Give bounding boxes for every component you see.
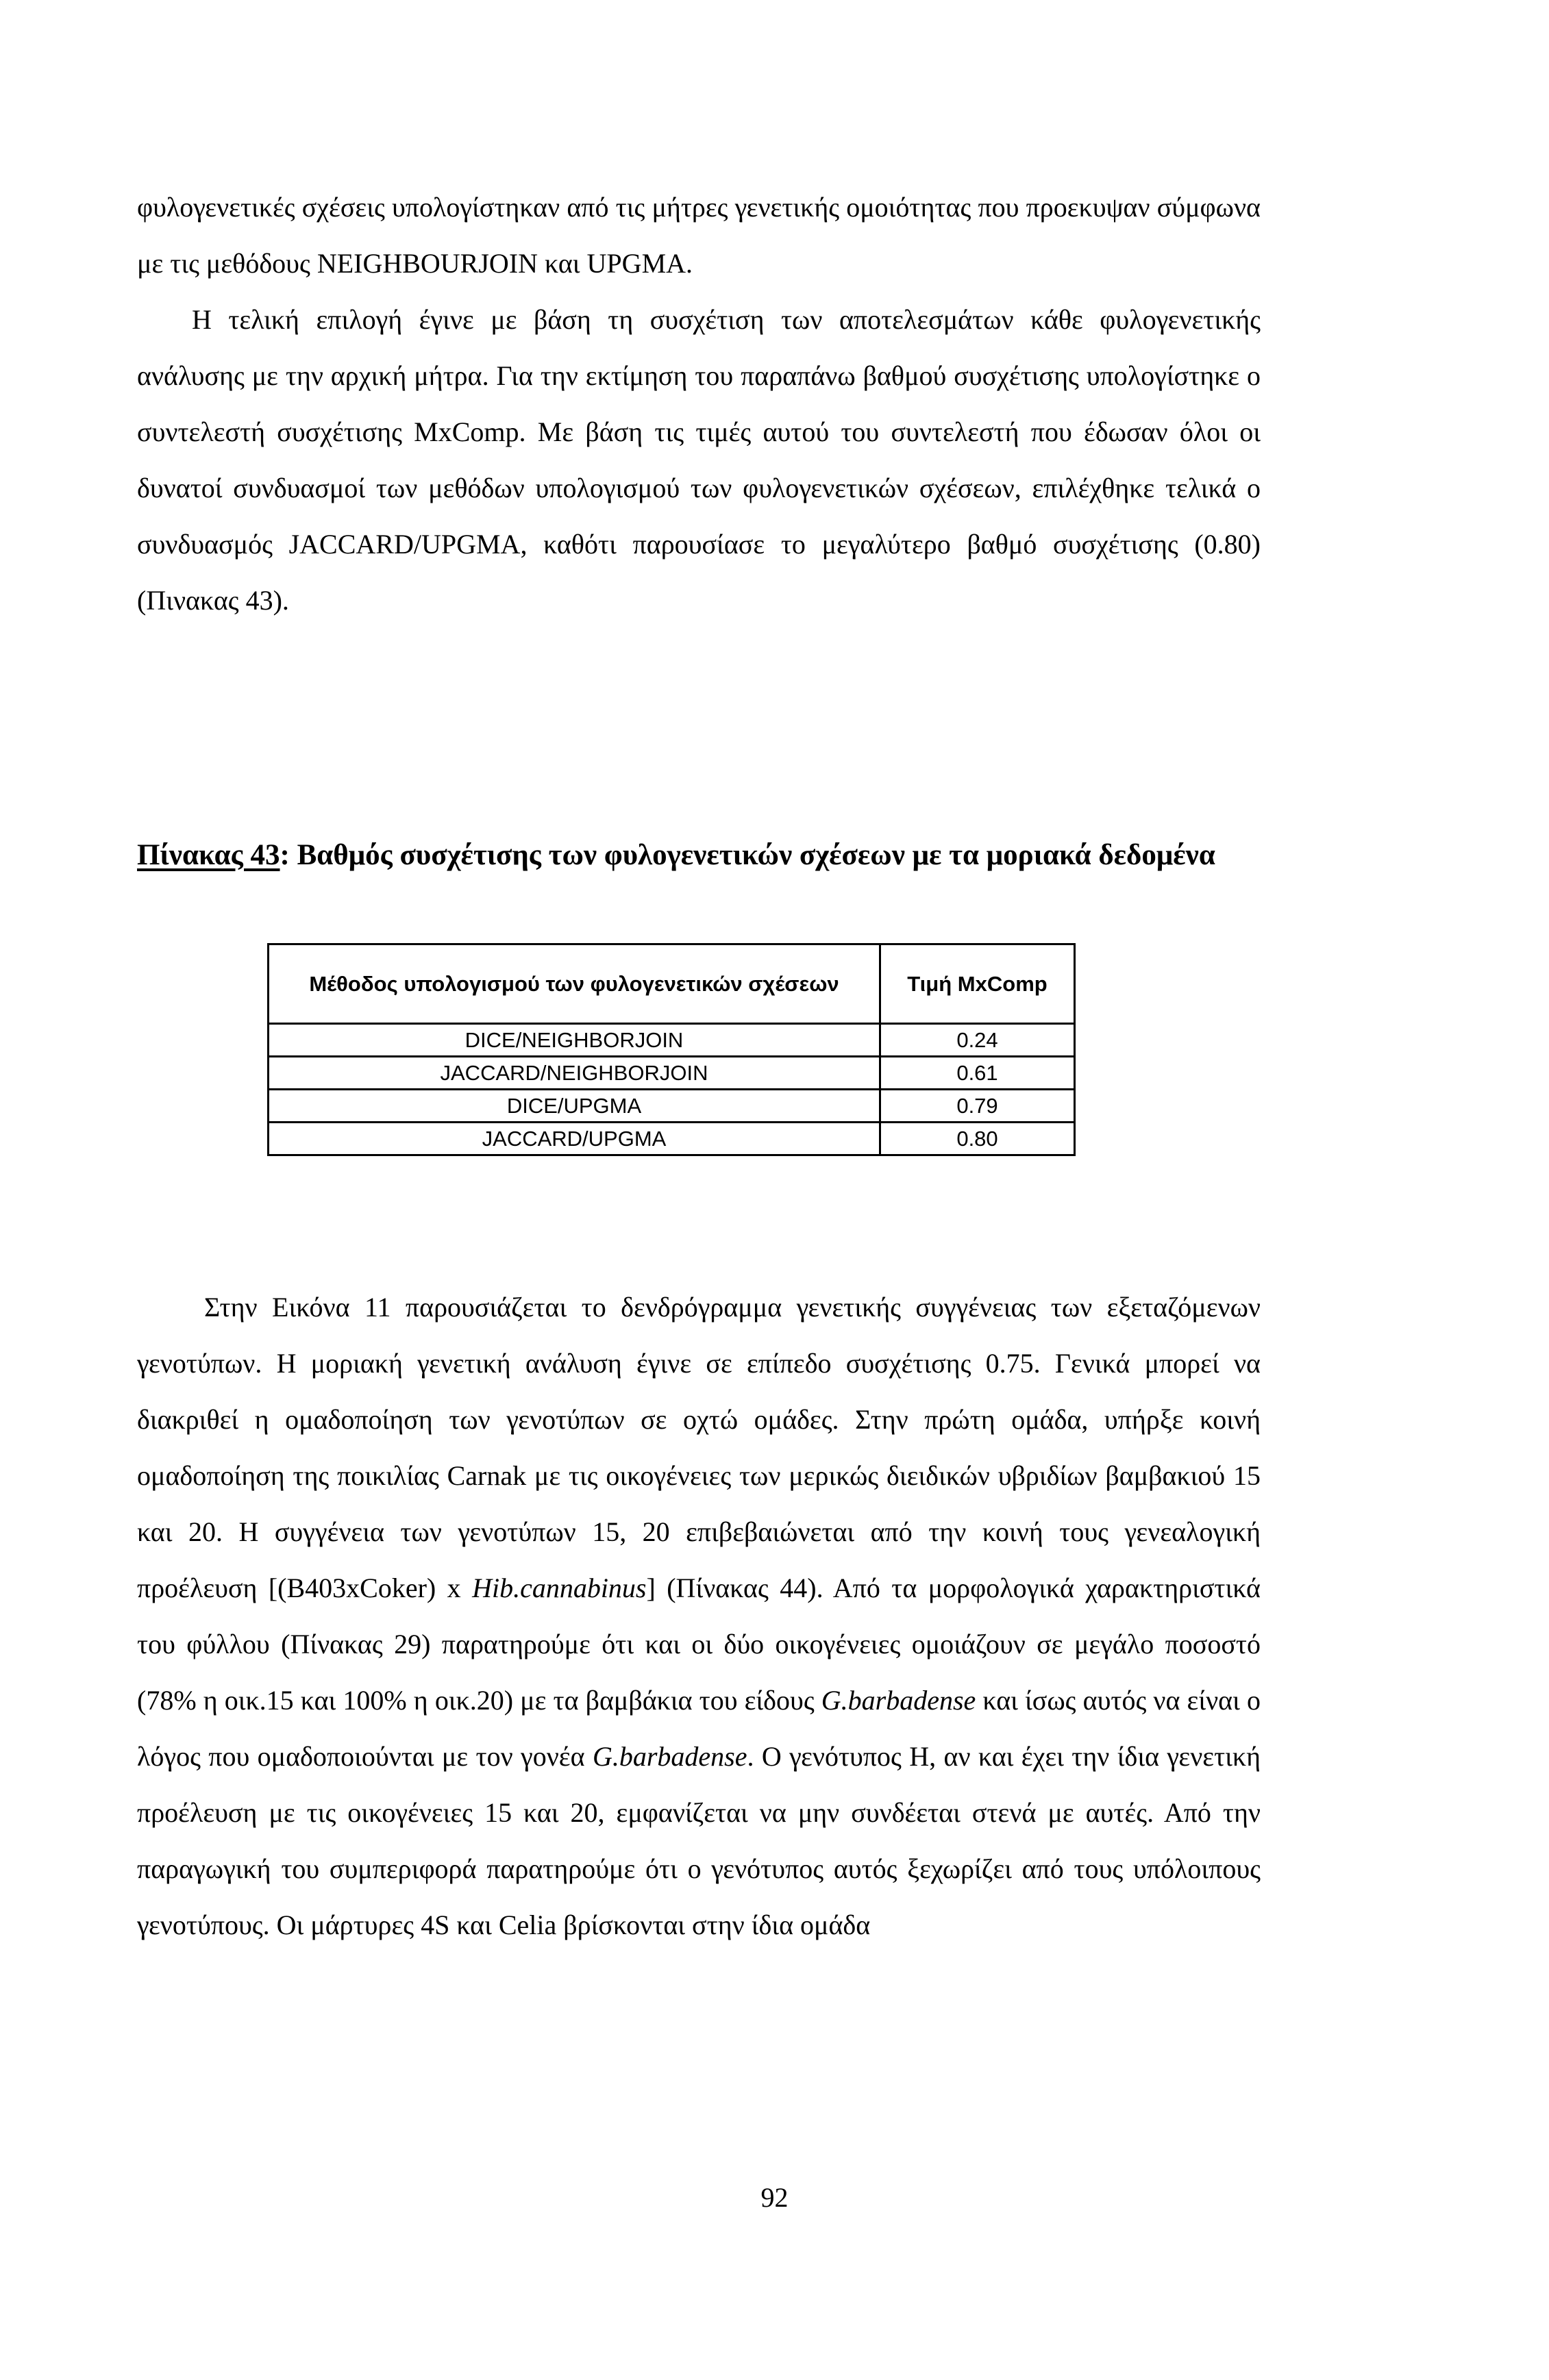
species-name-barbadense-parent: G.barbadense — [592, 1741, 747, 1772]
table-cell-value: 0.61 — [880, 1057, 1075, 1090]
table-row — [269, 1090, 1075, 1123]
mxcomp-table — [267, 943, 1076, 1156]
intro-paragraph-line-2 — [137, 304, 1261, 616]
intro-paragraph — [137, 179, 1261, 629]
table-cell-method: DICE/UPGMA — [269, 1090, 880, 1123]
species-name-cannabinus: Hib.cannabinus — [472, 1573, 647, 1603]
table-cell-method: DICE/NEIGHBORJOIN — [269, 1024, 880, 1057]
intro-paragraph-line-2-text: Η τελική επιλογή έγινε με βάση τη συσχέτιση των αποτελεσμάτων κάθε φυλογενετικής ανάλυσης με την αρχική μήτρα. Για την εκτίμηση του παραπάνω βαθμού συσχέτισης υπολογίστηκε ο συντελεστή συσχέτισης MxComp. Με βάση τις τιμές αυτού του συντελεστή που έδωσαν όλοι οι δυνατοί συνδυασμοί των μεθόδων υπολογισμού των φυλογενετικών σχέσεων, επιλέχθηκε τελικά ο συνδυασμός JACCARD/UPGMA, καθότι παρουσίασε το μεγαλύτερο βαθμό συσχέτισης (0.80) (Πινακας 43). — [137, 304, 1261, 616]
table-cell-method: JACCARD/NEIGHBORJOIN — [269, 1057, 880, 1090]
table-caption — [137, 827, 1261, 884]
dendrogram-text-4: . Ο γενότυπος Η, αν και έχει την ίδια γενετική προέλευση με τις οικογένειες 15 και 20, εμφανίζεται να μην συνδέεται στενά με αυτές. Από την παραγωγική του συμπεριφορά παρατηρούμε ότι ο γενότυπος αυτός ξεχωρίζει από τους υπόλοιπους γενοτύπους. Οι μάρτυρες 4S και Celia βρίσκονται στην ίδια ομάδα — [137, 1741, 1261, 1940]
dendrogram-text-3: και ίσως αυτός να είναι ο λόγος που ομαδοποιούνται με τον γονέα — [137, 1685, 1261, 1772]
table-cell-value: 0.24 — [880, 1024, 1075, 1057]
table-caption-separator: : — [280, 839, 290, 871]
header-mxcomp: Τιμή MxComp — [880, 944, 1075, 1024]
table-row — [269, 1024, 1075, 1057]
dendrogram-paragraph — [137, 1279, 1261, 1953]
table-cell-value: 0.80 — [880, 1123, 1075, 1155]
table-caption-text: Βαθμός συσχέτισης των φυλογενετικών σχέσεων με τα μοριακά δεδομένα — [289, 839, 1215, 871]
dendrogram-text-2: ] (Πίνακας 44). Από τα μορφολογικά χαρακτηριστικά του φύλλου (Πίνακας 29) παρατηρούμε ότι και οι δύο οικογένειες ομοιάζουν σε μεγάλο ποσοστό (78% η οικ.15 και 100% η οικ.20) με τα βαμβάκια του είδους — [137, 1573, 1261, 1716]
table-cell-method: JACCARD/UPGMA — [269, 1123, 880, 1155]
table-row — [269, 1057, 1075, 1090]
table-row — [269, 1123, 1075, 1155]
page-number: 92 — [760, 2182, 789, 2213]
table-cell-value: 0.79 — [880, 1090, 1075, 1123]
table-header-row — [269, 944, 1075, 1024]
intro-paragraph-line-1: φυλογενετικές σχέσεις υπολογίστηκαν από τις μήτρες γενετικής ομοιότητας που προεκυψαν σύμφωνα με τις μεθόδους NEIGHBOURJOIN και UPGMA. — [137, 192, 1261, 279]
dendrogram-text-1: Στην Εικόνα 11 παρουσιάζεται το δενδρόγραμμα γενετικής συγγένειας των εξεταζόμενων γενοτύπων. Η μοριακή γενετική ανάλυση έγινε σε επίπεδο συσχέτισης 0.75. Γενικά μπορεί να διακριθεί η ομαδοποίηση των γενοτύπων σε οχτώ ομάδες. Στην πρώτη ομάδα, υπήρξε κοινή ομαδοποίηση της ποικιλίας Carnak με τις οικογένειες των μερικώς διειδικών υβριδίων βαμβακιού 15 και 20. Η συγγένεια των γενοτύπων 15, 20 επιβεβαιώνεται από την κοινή τους γενεαλογική προέλευση [(B403xCoker) x — [137, 1292, 1261, 1603]
species-name-barbadense: G.barbadense — [821, 1685, 976, 1716]
header-method: Μέθοδος υπολογισμού των φυλογενετικών σχέσεων — [269, 944, 880, 1024]
table-caption-label: Πίνακας 43 — [137, 839, 280, 871]
